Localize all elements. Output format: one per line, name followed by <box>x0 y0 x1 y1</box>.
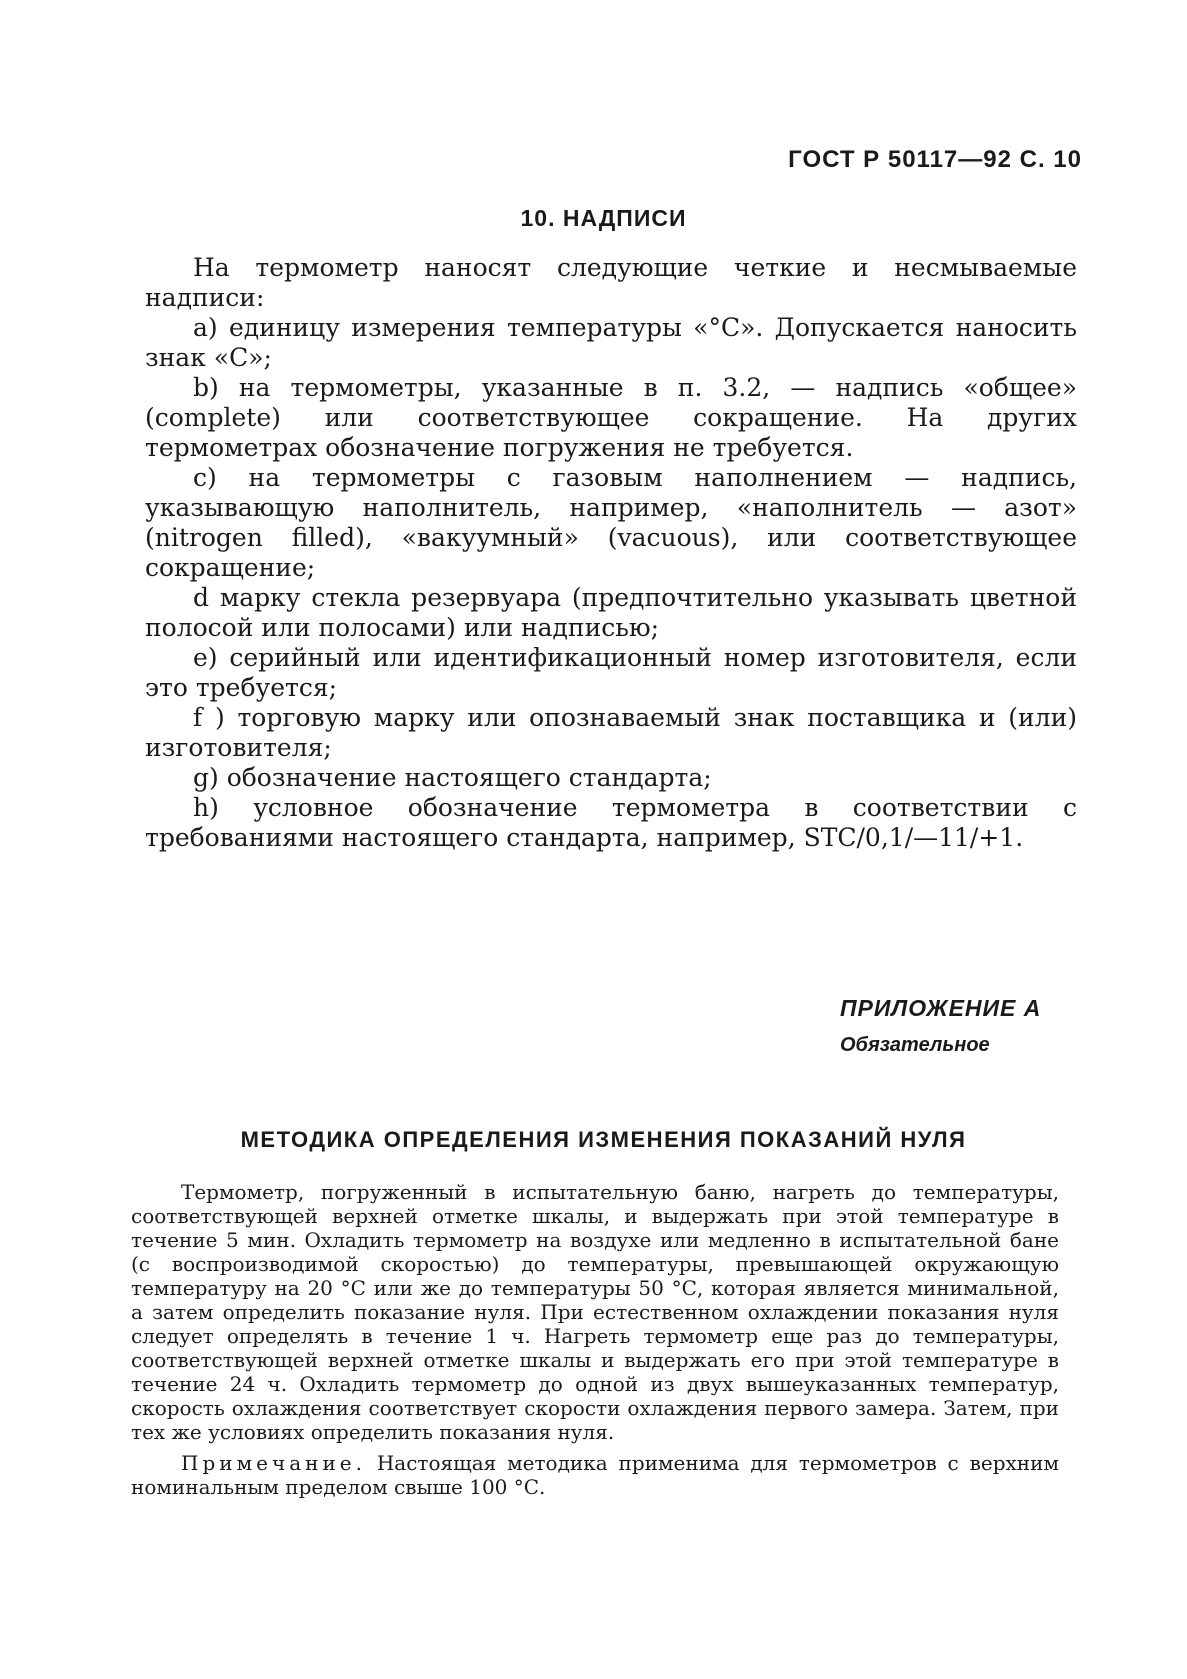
list-item: c) на термометры с газовым наполнением — надпись, указывающую наполнитель, например, «наполнитель — азот» (nitrogen filled), «вакуумный» (vacuous), или соответствующее сокращение; <box>145 463 1077 582</box>
section-title: 10. НАДПИСИ <box>520 205 687 231</box>
section-intro: На термометр наносят следующие четкие и несмываемые надписи: <box>145 253 1077 312</box>
document-designation: ГОСТ Р 50117—92 С. 10 <box>788 146 1082 173</box>
method-title: МЕТОДИКА ОПРЕДЕЛЕНИЯ ИЗМЕНЕНИЯ ПОКАЗАНИЙ НУЛЯ <box>240 1127 967 1152</box>
list-item: f ) торговую марку или опознаваемый знак поставщика и (или) изготовителя; <box>145 703 1077 762</box>
method-paragraph: Термометр, погруженный в испытательную баню, нагреть до температуры, соответствующей верхней отметке шкалы, и выдержать при этой температуре в течение 5 мин. Охладить термометр на воздухе или медленно в испытательной бане (с воспроизводимой скоростью) до температуры, превышающей окружающую температуру на 20 °С или же до температуры 50 °С, которая является минимальной, а затем определить показание нуля. При естественном охлаждении показания нуля следует определять в течение 1 ч. Нагреть термометр еще раз до температуры, соответствующей верхней отметке шкалы и выдержать его при этой температуре в течение 24 ч. Охладить термометр до одной из двух вышеуказанных температур, скорость охлаждения соответствует скорости охлаждения первого замера. Затем, при тех же условиях определить показания нуля. <box>131 1180 1059 1444</box>
note-label: Примечание. <box>181 1451 366 1475</box>
list-item: g) обозначение настоящего стандарта; <box>193 763 712 792</box>
method-note <box>131 1451 1059 1499</box>
list-item: e) серийный или идентификационный номер изготовителя, если это требуется; <box>145 643 1077 702</box>
appendix-status: Обязательное <box>840 1034 990 1056</box>
method-body <box>131 1180 1059 1499</box>
appendix-title: ПРИЛОЖЕНИЕ А <box>840 995 1042 1021</box>
list-item: d марку стекла резервуара (предпочтительно указывать цветной полосой или полосами) или надписью; <box>145 583 1077 642</box>
list-item: h) условное обозначение термометра в соответствии с требованиями настоящего стандарта, например, STC/0,1/—11/+1. <box>145 793 1077 852</box>
list-item: a) единицу измерения температуры «°С». Допускается наносить знак «С»; <box>145 313 1077 372</box>
section-body <box>145 253 1077 853</box>
list-item: b) на термометры, указанные в п. 3.2, — надпись «общее» (complete) или соответствующее сокращение. На других термометрах обозначение погружения не требуется. <box>145 373 1077 462</box>
note-text: Настоящая методика применима для термометров с верхним номинальным пределом свыше 100 °С. <box>131 1451 1059 1499</box>
